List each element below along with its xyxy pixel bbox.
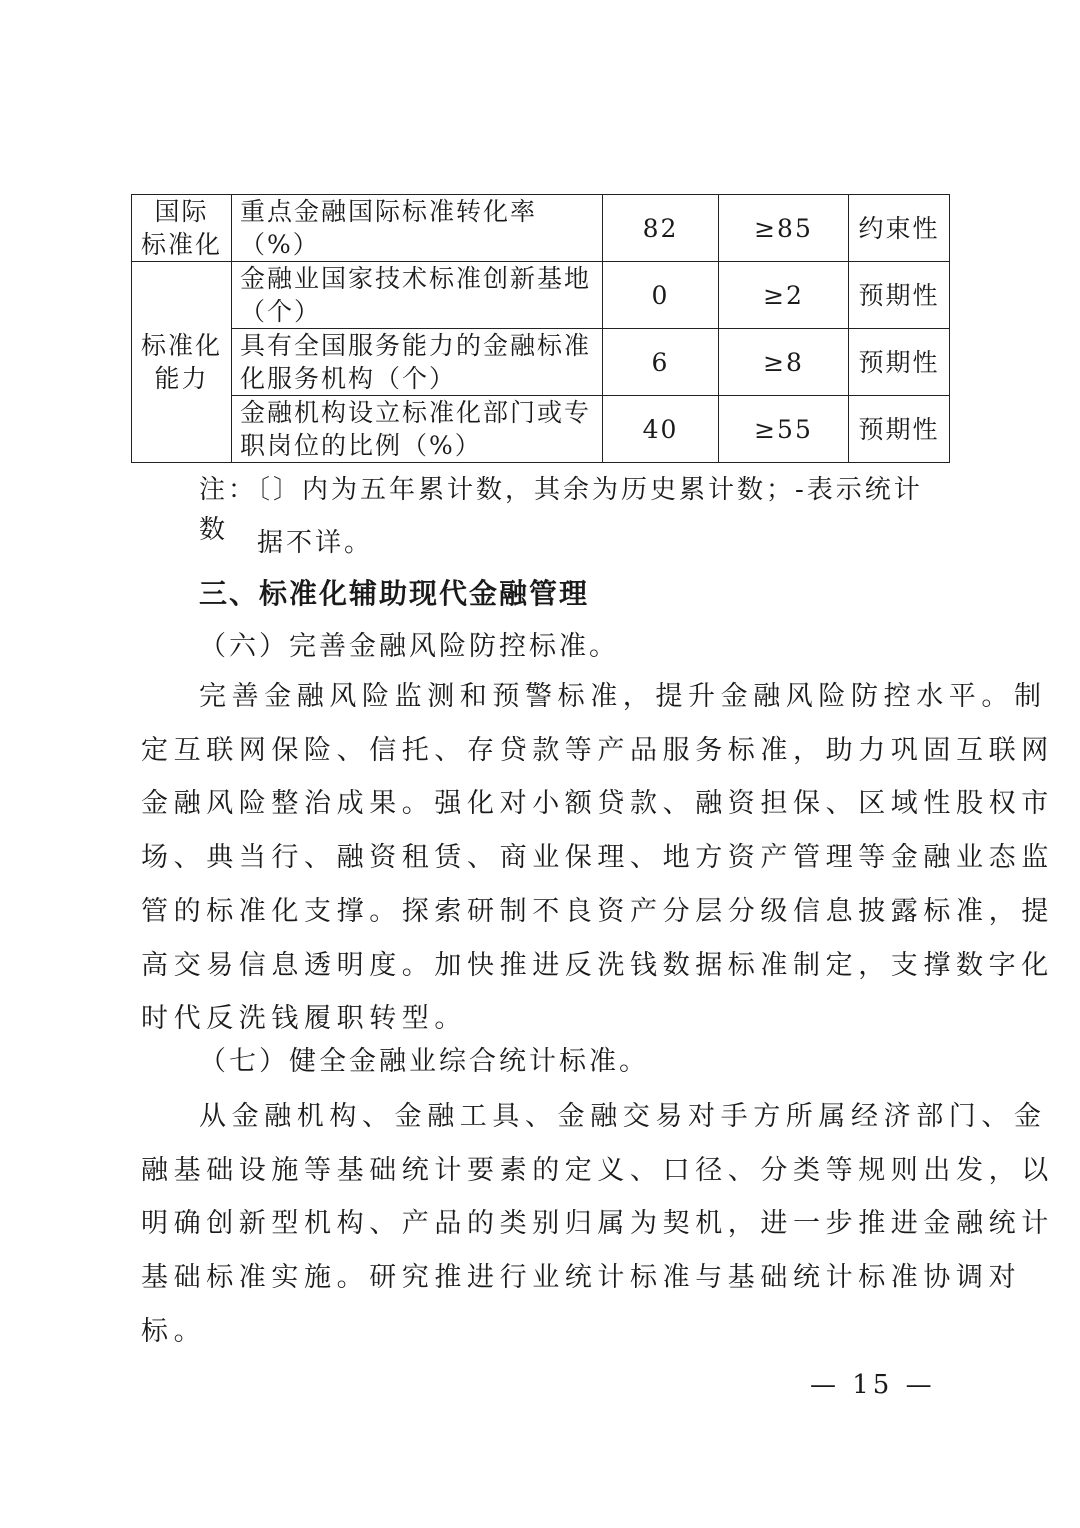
indicator-cell: 金融业国家技术标准创新基地 （个） <box>232 262 603 329</box>
target-value-cell: ≥55 <box>719 396 849 463</box>
paragraph-line: 定互联网保险、信托、存贷款等产品服务标准，助力巩固互联网 <box>141 734 1054 766</box>
nature-cell: 约束性 <box>849 195 950 262</box>
nature-cell: 预期性 <box>849 396 950 463</box>
indicator-cell: 具有全国服务能力的金融标准 化服务机构（个） <box>232 329 603 396</box>
paragraph-line: 从金融机构、金融工具、金融交易对手方所属经济部门、金 <box>199 1101 1047 1132</box>
indicator-cell: 重点金融国际标准转化率（%） <box>232 195 603 262</box>
indicator-table <box>131 194 950 463</box>
paragraph-line: 场、典当行、融资租赁、商业保理、地方资产管理等金融业态监 <box>141 842 1054 874</box>
paragraph-line: 高交易信息透明度。加快推进反洗钱数据标准制定，支撑数字化 <box>141 949 1054 981</box>
target-value-cell: ≥85 <box>719 195 849 262</box>
paragraph-line: 融基础设施等基础统计要素的定义、口径、分类等规则出发，以 <box>141 1154 1054 1186</box>
indicator-cell: 金融机构设立标准化部门或专 职岗位的比例（%） <box>232 396 603 463</box>
paragraph-risk-control <box>141 670 1054 1046</box>
paragraph-statistics <box>141 1090 1054 1359</box>
nature-cell: 预期性 <box>849 262 950 329</box>
table-row <box>132 195 950 262</box>
target-value-cell: ≥8 <box>719 329 849 396</box>
table-note: 注：〔〕内为五年累计数，其余为历史累计数；-表示统计数 <box>199 475 923 545</box>
subsection-heading-6: （六）完善金融风险防控标准。 <box>199 631 619 662</box>
table-row <box>132 329 950 396</box>
category-cell: 标准化 能力 <box>132 262 232 463</box>
table-row <box>132 396 950 463</box>
paragraph-line: 管的标准化支撑。探索研制不良资产分层分级信息披露标准，提 <box>141 895 1054 927</box>
paragraph-line: 基础标准实施。研究推进行业统计标准与基础统计标准协调对 <box>141 1262 1022 1294</box>
paragraph-line: 时代反洗钱履职转型。 <box>141 1003 467 1035</box>
page-number: — 15 — <box>810 1370 936 1400</box>
nature-cell: 预期性 <box>849 329 950 396</box>
paragraph-line: 完善金融风险监测和预警标准，提升金融风险防控水平。制 <box>199 681 1047 712</box>
base-value-cell: 0 <box>603 262 719 329</box>
paragraph-line: 金融风险整治成果。强化对小额贷款、融资担保、区域性股权市 <box>141 788 1054 820</box>
base-value-cell: 82 <box>603 195 719 262</box>
base-value-cell: 6 <box>603 329 719 396</box>
base-value-cell: 40 <box>603 396 719 463</box>
paragraph-line: 明确创新型机构、产品的类别归属为契机，进一步推进金融统计 <box>141 1208 1054 1240</box>
section-title: 三、标准化辅助现代金融管理 <box>199 577 590 610</box>
target-value-cell: ≥2 <box>719 262 849 329</box>
table-note-continued: 据不详。 <box>257 528 374 558</box>
subsection-heading-7: （七）健全金融业综合统计标准。 <box>199 1046 649 1077</box>
paragraph-line: 标。 <box>141 1315 207 1347</box>
table-row <box>132 262 950 329</box>
category-cell: 国际 标准化 <box>132 195 232 262</box>
